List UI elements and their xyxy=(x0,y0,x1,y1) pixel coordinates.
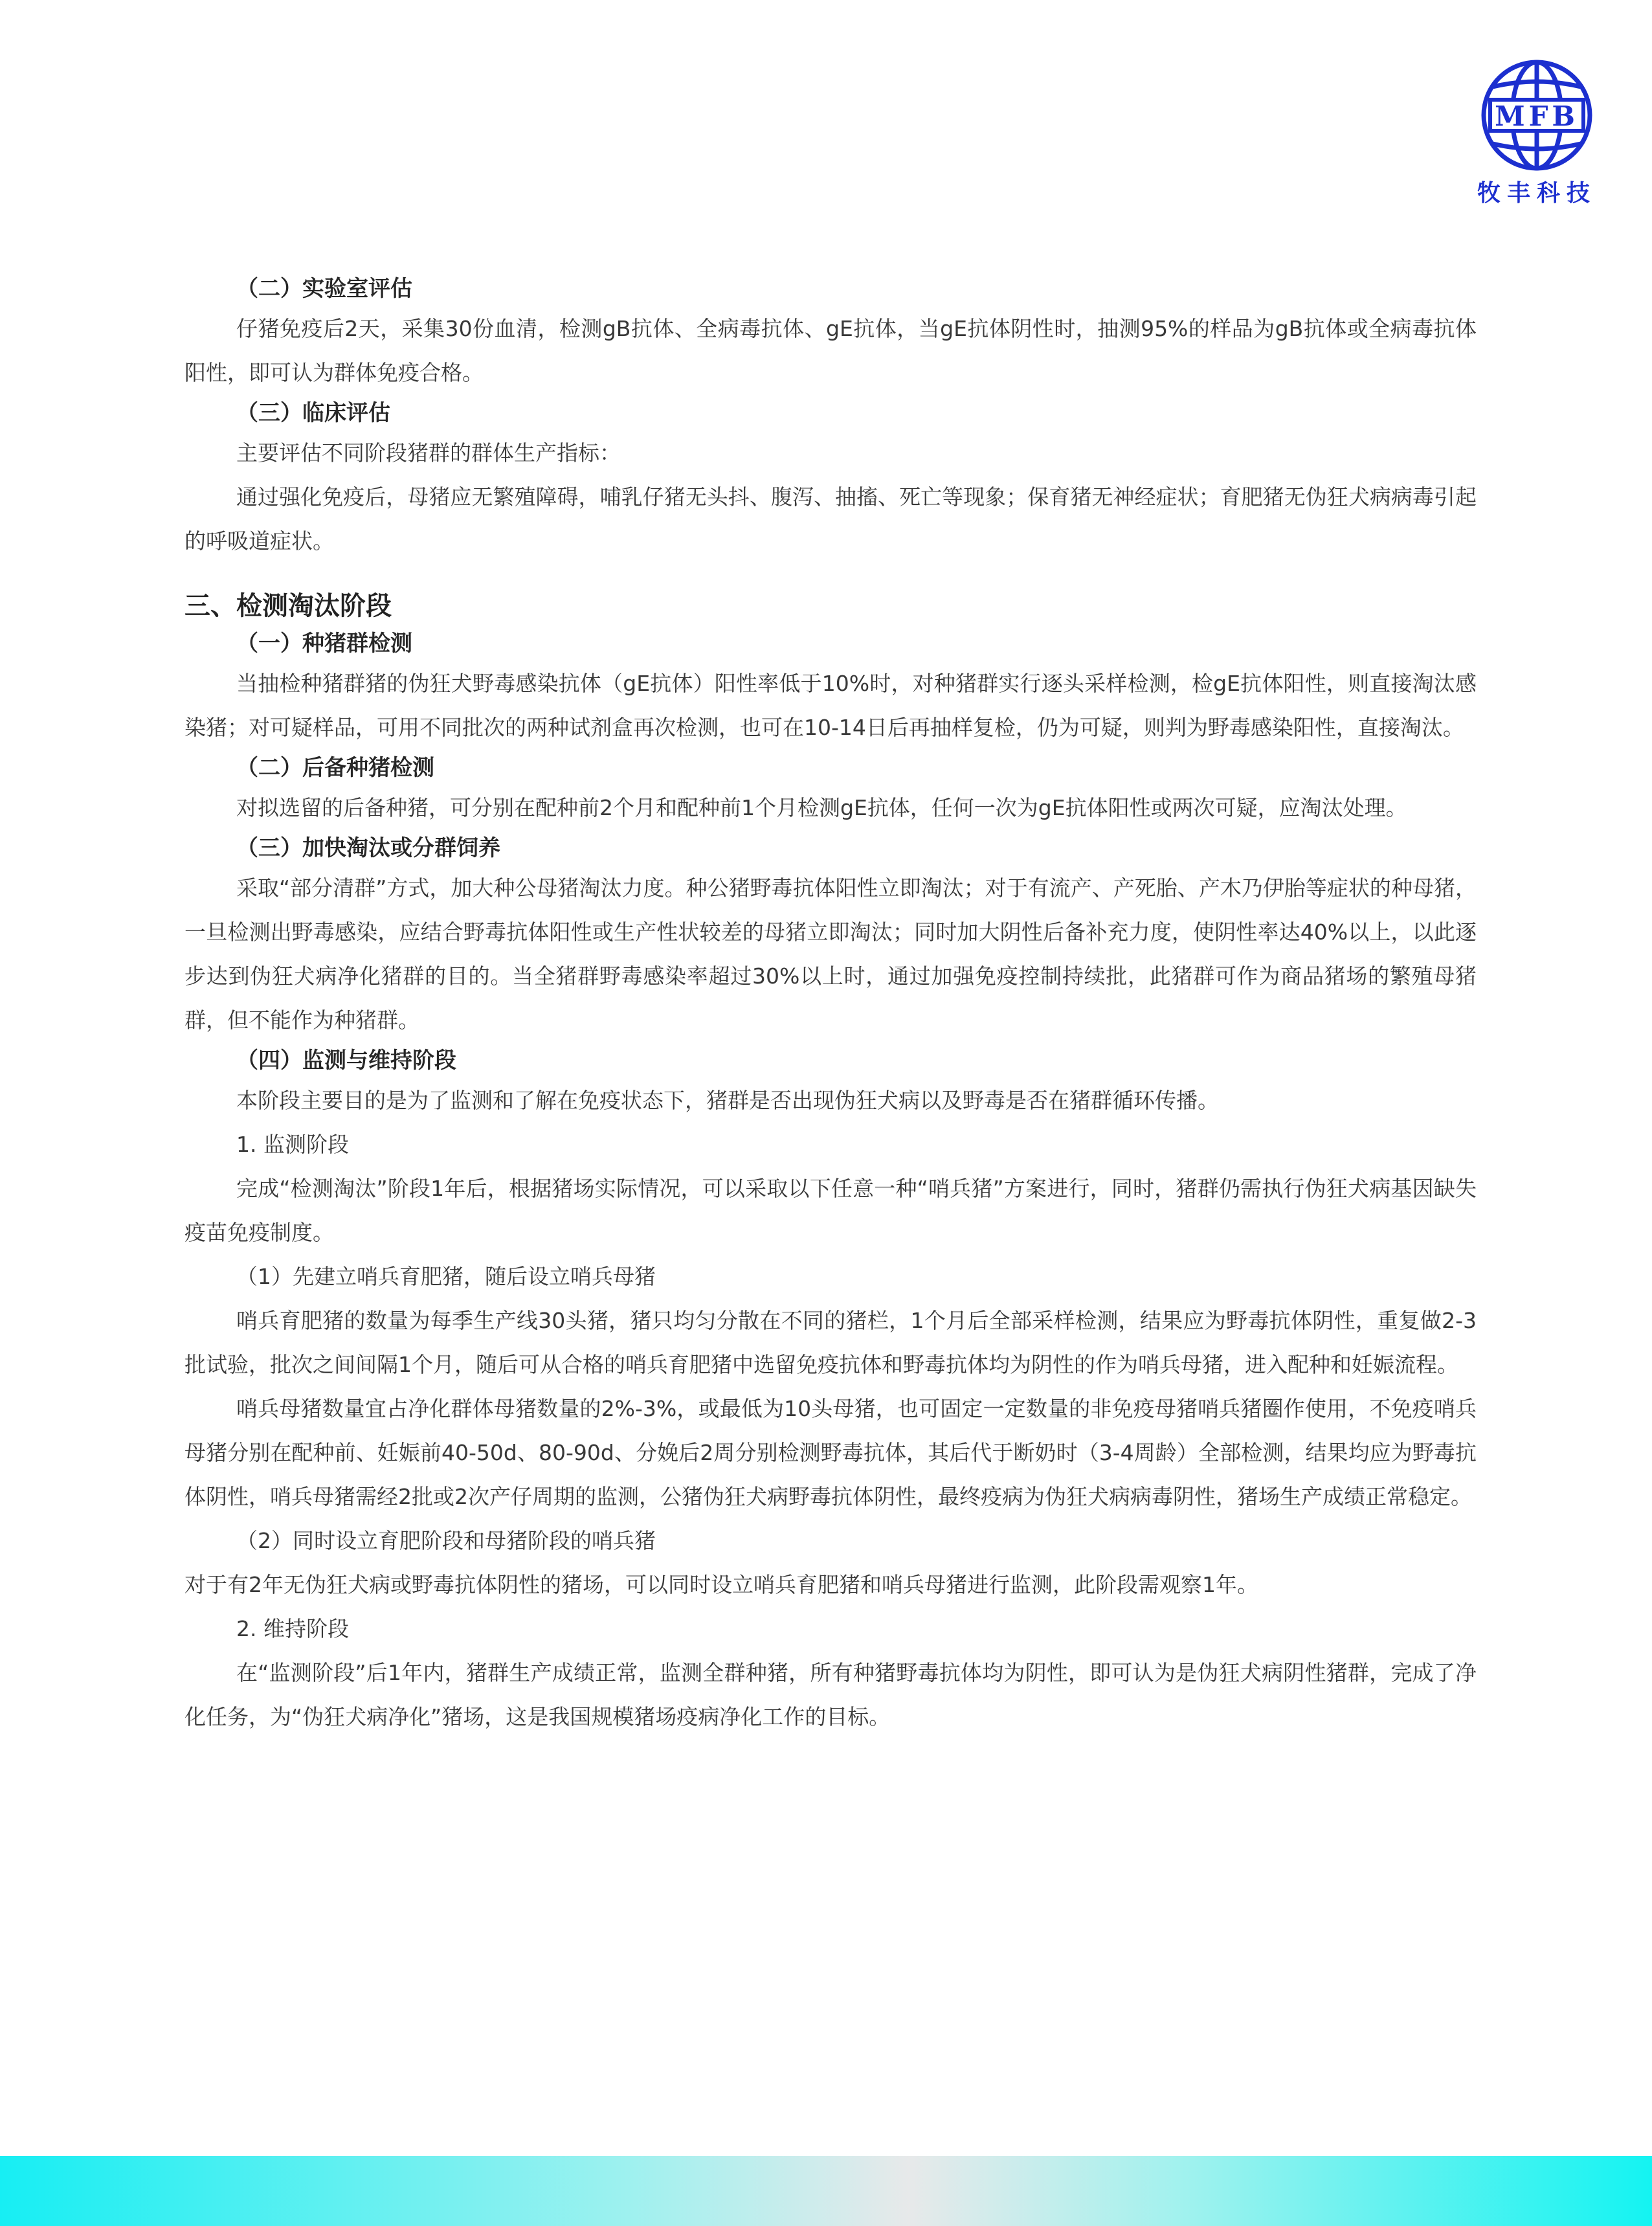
company-logo xyxy=(1468,57,1605,208)
subsection-heading: （四）监测与维持阶段 xyxy=(236,1048,456,1074)
paragraph: 通过强化免疫后，母猪应无繁殖障碍，哺乳仔猪无头抖、腹泻、抽搐、死亡等现象；保育猪无神经症状；育肥猪无伪狂犬病病毒引起的呼吸道症状。 xyxy=(184,484,1477,554)
logo-letters: MFB xyxy=(1495,100,1579,132)
brand-name: 牧丰科技 xyxy=(1477,179,1596,207)
paragraph: 对于有2年无伪狂犬病或野毒抗体阴性的猪场，可以同时设立哨兵育肥猪和哨兵母猪进行监测，此阶段需观察1年。 xyxy=(184,1572,1258,1597)
globe-logo-icon xyxy=(1479,57,1595,174)
numbered-heading: 2. 维持阶段 xyxy=(236,1616,349,1641)
subsection-heading: （二）后备种猪检测 xyxy=(236,755,434,781)
numbered-heading: 1. 监测阶段 xyxy=(236,1132,349,1157)
paragraph: 主要评估不同阶段猪群的群体生产指标： xyxy=(236,440,621,466)
paragraph: 仔猪免疫后2天，采集30份血清，检测gB抗体、全病毒抗体、gE抗体，当gE抗体阴性时，抽测95%的样品为gB抗体或全病毒抗体阳性，即可认为群体免疫合格。 xyxy=(184,316,1477,385)
paragraph: 哨兵母猪数量宜占净化群体母猪数量的2%-3%，或最低为10头母猪，也可固定一定数量的非免疫母猪哨兵猪圈作使用，不免疫哨兵母猪分别在配种前、妊娠前40-50d、80-90d、分娩后2周分别检测野毒抗体，其后代于断奶时（3-4周龄）全部检测，结果均应为野毒抗体阴性，哨兵母猪需经2批或2次产仔周期的监测，公猪伪狂犬病野毒抗体阴性，最终疫病为伪狂犬病病毒阴性，猪场生产成绩正常稳定。 xyxy=(184,1396,1477,1509)
paragraph: 采取“部分清群”方式，加大种公母猪淘汰力度。种公猪野毒抗体阳性立即淘汰；对于有流产、产死胎、产木乃伊胎等症状的种母猪，一旦检测出野毒感染，应结合野毒抗体阳性或生产性状较差的母猪立即淘汰；同时加大阴性后备补充力度，使阴性率达40%以上，以此逐步达到伪狂犬病净化猪群的目的。当全猪群野毒感染率超过30%以上时，通过加强免疫控制持续批，此猪群可作为商品猪场的繁殖母猪群，但不能作为种猪群。 xyxy=(184,875,1477,1033)
paragraph: 在“监测阶段”后1年内，猪群生产成绩正常，监测全群种猪，所有种猪野毒抗体均为阴性，即可认为是伪狂犬病阴性猪群，完成了净化任务，为“伪狂犬病净化”猪场，这是我国规模猪场疫病净化工作的目标。 xyxy=(184,1660,1477,1729)
paragraph: 对拟选留的后备种猪，可分别在配种前2个月和配种前1个月检测gE抗体，任何一次为gE抗体阳性或两次可疑，应淘汰处理。 xyxy=(236,795,1407,820)
section-heading: 三、检测淘汰阶段 xyxy=(184,591,392,621)
article-body xyxy=(184,271,1477,1739)
subsection-heading: （三）临床评估 xyxy=(236,400,390,426)
paragraph: 本阶段主要目的是为了监测和了解在免疫状态下，猪群是否出现伪狂犬病以及野毒是否在猪群循环传播。 xyxy=(236,1088,1219,1113)
subsection-heading: （一）种猪群检测 xyxy=(236,631,412,657)
subsection-heading: （二）实验室评估 xyxy=(236,276,412,302)
footer-band xyxy=(0,2156,1652,2226)
paragraph: 完成“检测淘汰”阶段1年后，根据猪场实际情况，可以采取以下任意一种“哨兵猪”方案进行，同时，猪群仍需执行伪狂犬病基因缺失疫苗免疫制度。 xyxy=(184,1176,1477,1245)
numbered-heading: （2）同时设立育肥阶段和母猪阶段的哨兵猪 xyxy=(236,1528,656,1553)
subsection-heading: （三）加快淘汰或分群饲养 xyxy=(236,835,500,861)
numbered-heading: （1）先建立哨兵育肥猪，随后设立哨兵母猪 xyxy=(236,1264,656,1289)
paragraph: 哨兵育肥猪的数量为每季生产线30头猪，猪只均匀分散在不同的猪栏，1个月后全部采样检测，结果应为野毒抗体阴性，重复做2-3批试验，批次之间间隔1个月，随后可从合格的哨兵育肥猪中选留免疫抗体和野毒抗体均为阴性的作为哨兵母猪，进入配种和妊娠流程。 xyxy=(184,1308,1477,1377)
paragraph: 当抽检种猪群猪的伪狂犬野毒感染抗体（gE抗体）阳性率低于10%时，对种猪群实行逐头采样检测，检gE抗体阳性，则直接淘汰感染猪；对可疑样品，可用不同批次的两种试剂盒再次检测，也可在10-14日后再抽样复检，仍为可疑，则判为野毒感染阳性，直接淘汰。 xyxy=(184,671,1477,740)
